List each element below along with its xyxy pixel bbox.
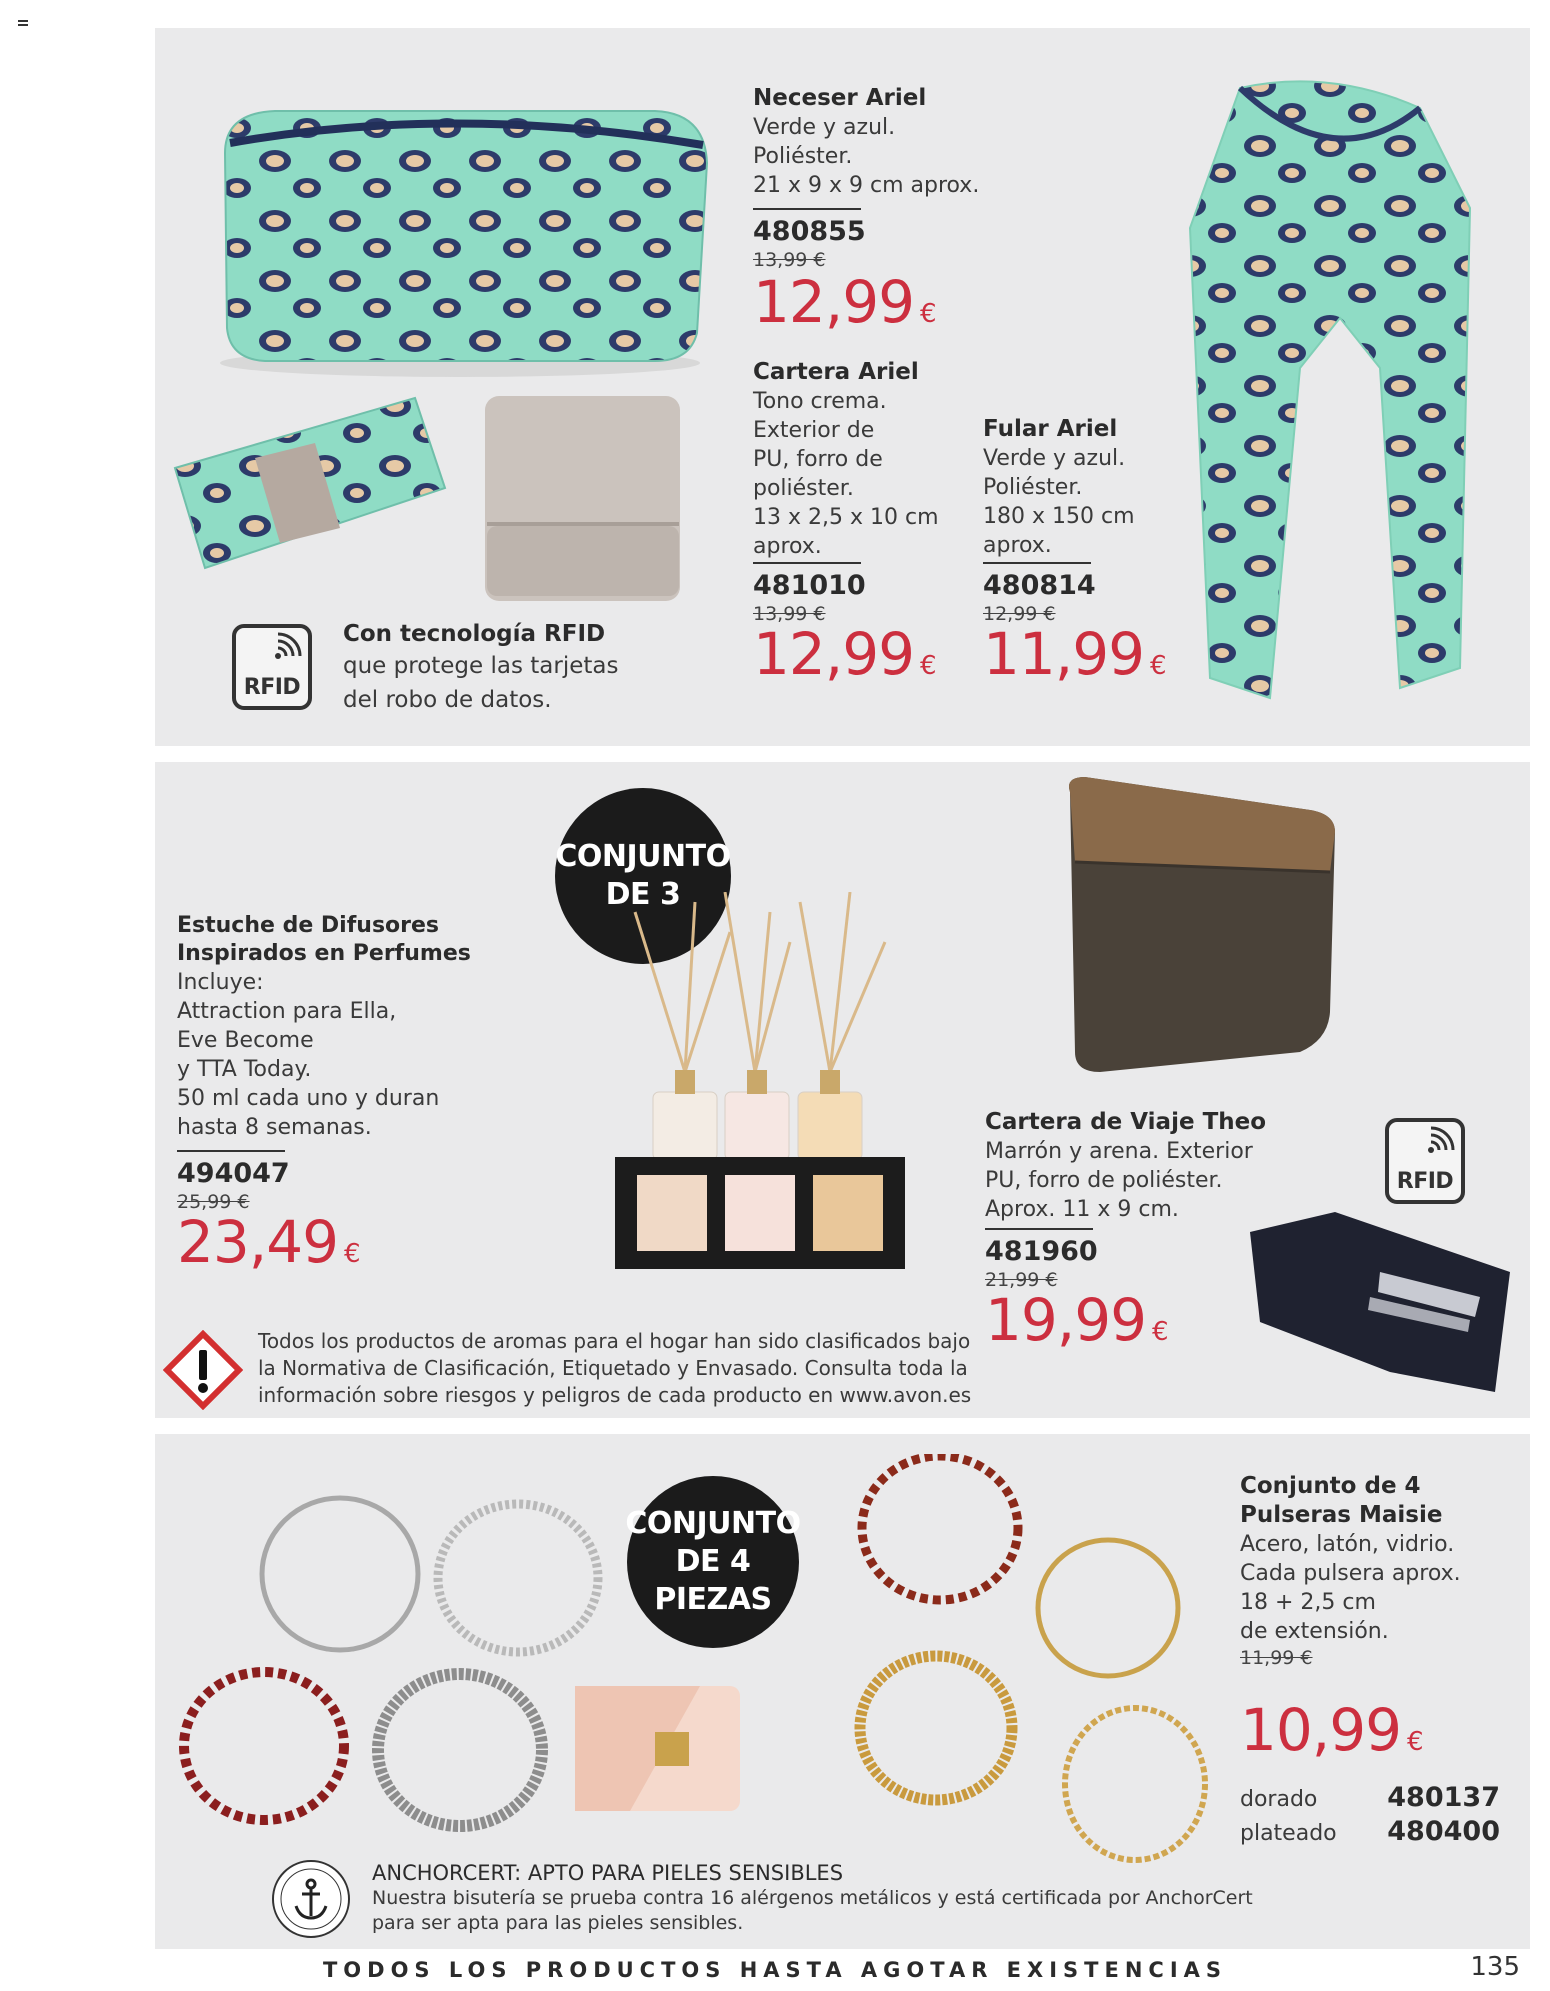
pulseras-name-2: Pulseras Maisie: [1240, 1502, 1443, 1528]
cartera-theo-rfid-icon: [1385, 1118, 1465, 1204]
cartera-desc-5: 13 x 2,5 x 10 cm: [753, 505, 939, 530]
fular-code: 480814: [983, 562, 1091, 602]
variant-plateado-label: plateado: [1240, 1821, 1337, 1846]
pulseras-desc-3: 18 + 2,5 cm: [1240, 1590, 1376, 1615]
footer-disclaimer: TODOS LOS PRODUCTOS HASTA AGOTAR EXISTENCIAS: [322, 1958, 1228, 1982]
neceser-image: [185, 83, 725, 383]
fular-desc-4: aprox.: [983, 533, 1052, 558]
fular-desc-3: 180 x 150 cm: [983, 504, 1135, 529]
warning-line-2: la Normativa de Clasificación, Etiquetado y Envasado. Consulta toda la: [258, 1356, 968, 1380]
fular-image: [1170, 68, 1500, 708]
variant-dorado-label: dorado: [1240, 1787, 1318, 1812]
pulseras-old-price: 11,99 €: [1240, 1647, 1313, 1669]
cartera-desc-3: PU, forro de: [753, 447, 883, 472]
anchorcert-line-2: para ser apta para las pieles sensibles.: [372, 1912, 744, 1934]
cartera-old-price: 13,99 €: [753, 603, 826, 625]
neceser-desc-3: 21 x 9 x 9 cm aprox.: [753, 173, 980, 198]
cartera-theo-code: 481960: [985, 1228, 1093, 1268]
cartera-theo-name: Cartera de Viaje Theo: [985, 1109, 1267, 1135]
cartera-desc-6: aprox.: [753, 534, 822, 559]
neceser-desc-1: Verde y azul.: [753, 115, 896, 140]
difusores-desc-2: Attraction para Ella,: [177, 999, 397, 1024]
hazard-warning-icon: [163, 1330, 243, 1410]
variant-dorado-code: 480137: [1387, 1782, 1500, 1813]
panel-difusores-cartera: [155, 762, 1530, 1418]
cartera-theo-price: 19,99 €: [985, 1286, 1169, 1354]
cartera-ariel-open-image: [165, 388, 455, 588]
cartera-desc-1: Tono crema.: [753, 389, 887, 414]
fular-name: Fular Ariel: [983, 416, 1118, 442]
pulseras-desc-4: de extensión.: [1240, 1619, 1389, 1644]
rfid-icon-label: RFID: [243, 675, 301, 700]
fular-desc-2: Poliéster.: [983, 475, 1083, 500]
difusores-price: 23,49 €: [177, 1208, 361, 1276]
difusores-desc-3: Eve Become: [177, 1028, 314, 1053]
pulseras-variants: [1240, 1782, 1500, 1850]
cartera-ariel-closed-image: [475, 386, 690, 616]
neceser-name: Neceser Ariel: [753, 85, 927, 111]
cartera-theo-desc-3: Aprox. 11 x 9 cm.: [985, 1197, 1179, 1222]
cartera-code: 481010: [753, 562, 861, 602]
panel-pulseras: [155, 1434, 1530, 1949]
cartera-desc-4: poliéster.: [753, 476, 854, 501]
cartera-theo-closed-image: [1050, 772, 1350, 1082]
warning-line-1: Todos los productos de aromas para el hogar han sido clasificados bajo: [258, 1329, 971, 1353]
neceser-price: 12,99 €: [753, 268, 937, 336]
pulseras-desc-1: Acero, latón, vidrio.: [1240, 1532, 1455, 1557]
conjunto-de-4-piezas-badge: CONJUNTO DE 4 PIEZAS: [627, 1476, 799, 1648]
difusores-image: [605, 892, 915, 1282]
difusores-old-price: 25,99 €: [177, 1191, 250, 1213]
pulseras-desc-2: Cada pulsera aprox.: [1240, 1561, 1461, 1586]
cartera-theo-rfid-label: RFID: [1396, 1169, 1454, 1194]
rfid-icon: [232, 624, 312, 710]
variant-plateado-code: 480400: [1387, 1816, 1500, 1847]
rfid-line-1: que protege las tarjetas: [343, 653, 619, 679]
warning-line-3: información sobre riesgos y peligros de cada producto en www.avon.es: [258, 1383, 972, 1407]
pulseras-price: 10,99 €: [1240, 1696, 1424, 1764]
rfid-line-2: del robo de datos.: [343, 687, 552, 713]
difusores-desc-6: hasta 8 semanas.: [177, 1115, 372, 1140]
pulseras-name-1: Conjunto de 4: [1240, 1473, 1421, 1499]
cartera-theo-desc-2: PU, forro de poliéster.: [985, 1168, 1223, 1193]
menu-icon[interactable]: [18, 20, 28, 28]
cartera-name: Cartera Ariel: [753, 359, 919, 385]
variant-dorado: [1240, 1782, 1500, 1816]
anchorcert-line-1: Nuestra bisutería se prueba contra 16 alérgenos metálicos y está certificada por AnchorCert: [372, 1887, 1253, 1909]
fular-old-price: 12,99 €: [983, 603, 1056, 625]
page-number: 135: [1470, 1952, 1520, 1982]
cartera-theo-old-price: 21,99 €: [985, 1269, 1058, 1291]
anchorcert-anchor-icon: [270, 1858, 352, 1940]
difusores-desc-5: 50 ml cada uno y duran: [177, 1086, 440, 1111]
difusores-name-2: Inspirados en Perfumes: [177, 941, 471, 966]
cartera-price: 12,99 €: [753, 620, 937, 688]
difusores-name-1: Estuche de Difusores: [177, 913, 440, 938]
variant-plateado: [1240, 1816, 1500, 1850]
anchorcert-title: ANCHORCERT: APTO PARA PIELES SENSIBLES: [372, 1861, 844, 1885]
rfid-title: Con tecnología RFID: [343, 621, 606, 647]
conjunto-de-3-badge: CONJUNTO DE 3: [555, 788, 731, 964]
cartera-theo-desc-1: Marrón y arena. Exterior: [985, 1139, 1253, 1164]
difusores-desc-1: Incluye:: [177, 970, 264, 995]
neceser-desc-2: Poliéster.: [753, 144, 853, 169]
neceser-old-price: 13,99 €: [753, 249, 826, 271]
fular-desc-1: Verde y azul.: [983, 446, 1126, 471]
panel-ariel-collection: [155, 28, 1530, 746]
difusores-code: 494047: [177, 1150, 285, 1190]
cartera-desc-2: Exterior de: [753, 418, 875, 443]
difusores-desc-4: y TTA Today.: [177, 1057, 312, 1082]
fular-price: 11,99 €: [983, 620, 1167, 688]
neceser-code: 480855: [753, 208, 861, 248]
